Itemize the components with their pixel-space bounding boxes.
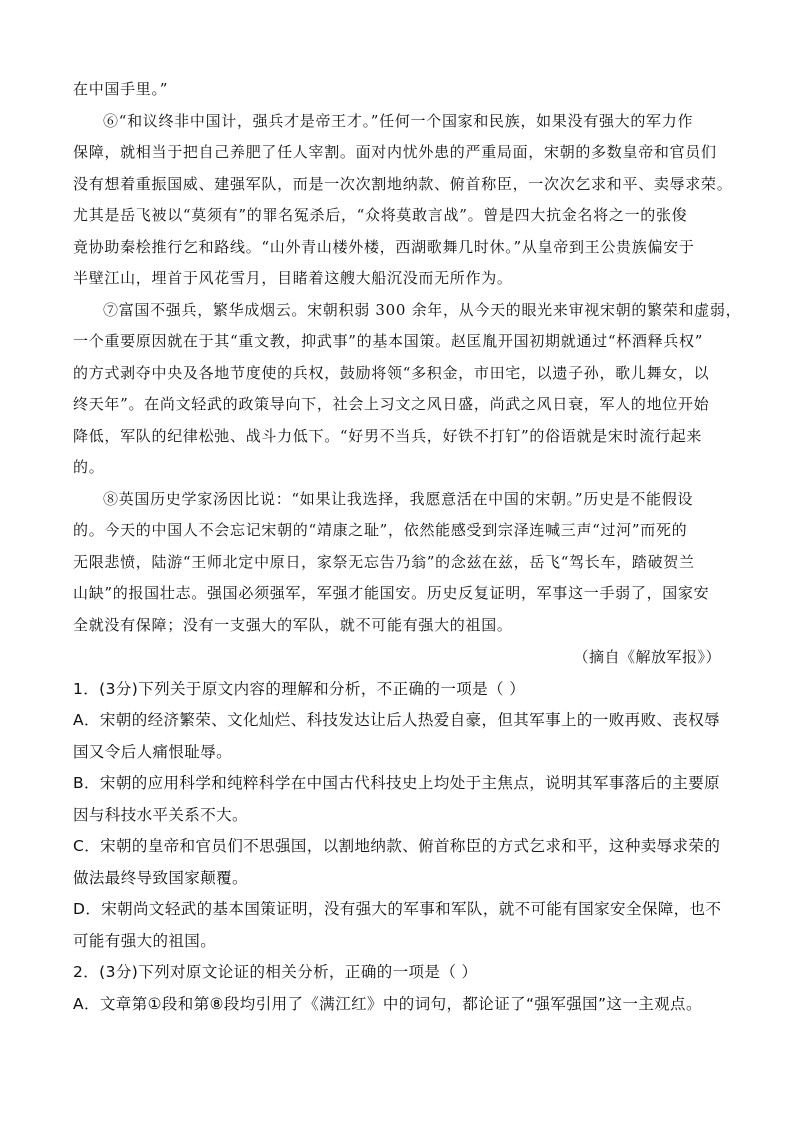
passage-line: 无限悲愤，陆游“王师北定中原日，家祭无忘告乃翁”的念兹在兹，岳飞“驾长车，踏破贺兰 xyxy=(73,552,695,571)
question-stem-1: 1．(3分)下列关于原文内容的理解和分析，不正确的一项是（ ） xyxy=(73,679,526,698)
passage-line: ⑥“和议终非中国计，强兵才是帝王才。”任何一个国家和民族，如果没有强大的军力作 xyxy=(103,111,694,130)
option-a-continued: 国又令后人痛恨耻辱。 xyxy=(73,742,233,761)
passage-line: 在中国手里。” xyxy=(73,80,169,98)
passage-line: 保障，就相当于把自己养肥了任人宰割。面对内忧外患的严重局面，宋朝的多数皇帝和官员们 xyxy=(73,143,717,161)
passage-line: 终天年”。在尚文轻武的政策导向下，社会上习文之风日盛，尚武之风日衰，军人的地位开始 xyxy=(73,395,710,413)
option-d: D．宋朝尚文轻武的基本国策证明，没有强大的军事和军队，就不可能有国家安全保障，也不 xyxy=(73,900,722,918)
passage-line: ⑧英国历史学家汤因比说：“如果让我选择，我愿意活在中国的宋朝。”历史是不能假设 xyxy=(103,489,694,508)
passage-line: 的方式剥夺中央及各地节度使的兵权，鼓励将领“多积金，市田宅，以遗子孙，歌儿舞女，以 xyxy=(73,363,710,382)
article-passage xyxy=(73,74,742,674)
option-c-continued: 做法最终导致国家颠覆。 xyxy=(73,868,248,887)
question-section xyxy=(73,674,721,1021)
option-a: A．文章第①段和第⑧段均引用了《满江红》中的词句，都论证了“强军强国”这一主观点。 xyxy=(73,994,702,1013)
option-b-continued: 因与科技水平关系不大。 xyxy=(73,805,248,824)
question-stem-2: 2．(3分)下列对原文论证的相关分析，正确的一项是（ ） xyxy=(73,963,478,981)
article-source: （摘自《解放军报》） xyxy=(573,648,721,666)
passage-line: ⑦富国不强兵，繁华成烟云。宋朝积弱 300 余年，从今天的眼光来审视宋朝的繁荣和虚弱， xyxy=(103,300,742,319)
passage-line: 尤其是岳飞被以“莫须有”的罪名冤杀后，“众将莫敢言战”。曾是四大抗金名将之一的张俊 xyxy=(73,206,688,224)
passage-line: 降低，军队的纪律松弛、战斗力低下。“好男不当兵，好铁不打钉”的俗语就是宋时流行起来 xyxy=(73,426,703,445)
passage-line: 的。今天的中国人不会忘记宋朝的“靖康之耻”，依然能感受到宗泽连喊三声“过河”而死的 xyxy=(73,521,688,539)
passage-line: 山缺”的报国壮志。强国必须强军，军强才能国安。历史反复证明，军事这一手弱了，国家安 xyxy=(73,584,710,602)
passage-line: 没有想着重振国威、建强军队，而是一次次割地纳款、俯首称臣，一次次乞求和平、卖辱求荣。 xyxy=(73,174,733,193)
option-a: A．宋朝的经济繁荣、文化灿烂、科技发达让后人热爱自豪，但其军事上的一败再败、丧权辱 xyxy=(73,711,721,729)
passage-line: 全就没有保障；没有一支强大的军队，就不可能有强大的祖国。 xyxy=(73,615,513,634)
passage-line: 一个重要原因就在于其“重文教，抑武事”的基本国策。赵匡胤开国初期就通过“杯酒释兵权” xyxy=(73,332,704,350)
option-c: C．宋朝的皇帝和官员们不思强国，以割地纳款、俯首称臣的方式乞求和平，这种卖辱求荣的 xyxy=(73,837,721,855)
option-d-continued: 可能有强大的祖国。 xyxy=(73,931,217,950)
option-b: B．宋朝的应用科学和纯粹科学在中国古代科技史上均处于主焦点，说明其军事落后的主要原 xyxy=(73,774,721,792)
passage-line: 的。 xyxy=(73,458,105,476)
passage-line: 竟协助秦桧推行乞和路线。“山外青山楼外楼，西湖歌舞几时休。”从皇帝到王公贵族偏安于 xyxy=(73,237,695,256)
passage-line: 半壁江山，埋首于风花雪月，目睹着这艘大船沉没而无所作为。 xyxy=(73,269,513,287)
